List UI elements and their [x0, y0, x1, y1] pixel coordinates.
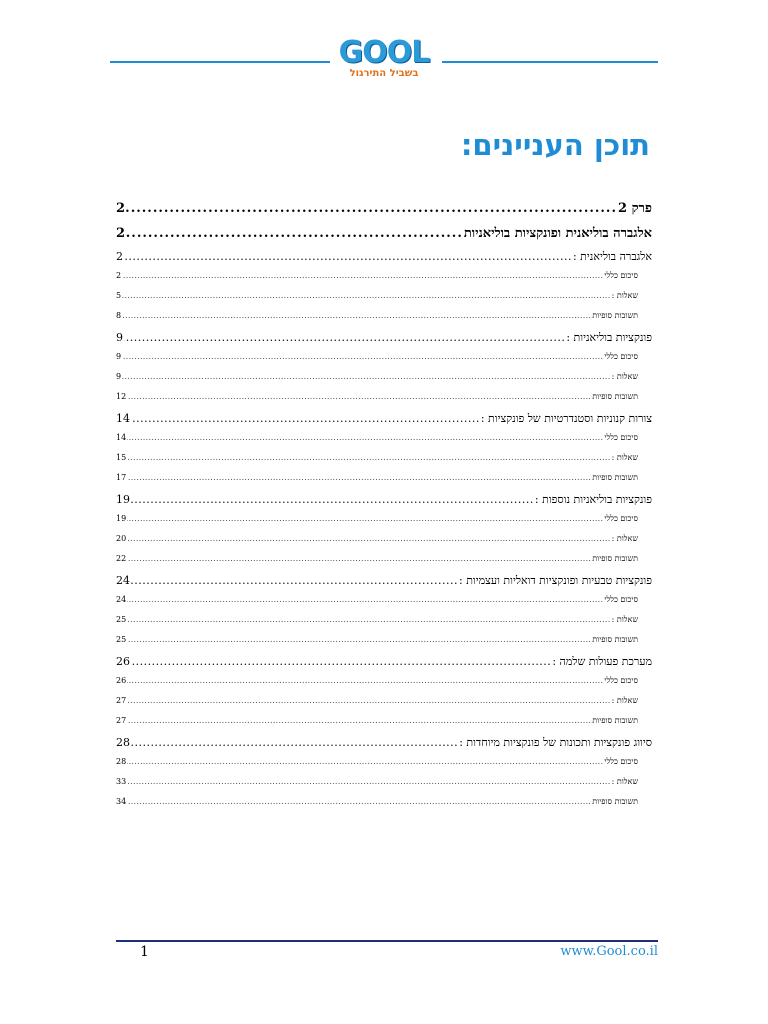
toc-dot-leader — [127, 433, 603, 442]
toc-entry-page: 9 — [116, 372, 122, 381]
toc-dot-leader — [127, 534, 610, 543]
toc-entry-sub[interactable] — [116, 797, 652, 817]
toc-entry-page: 2 — [116, 271, 122, 280]
toc-dot-leader — [131, 493, 534, 506]
toc-entry-page: 2 — [116, 201, 126, 216]
gool-logo — [338, 35, 430, 84]
toc-entry-sub[interactable] — [116, 635, 652, 655]
toc-entry-sub[interactable] — [116, 757, 652, 777]
toc-entry-page: 25 — [116, 615, 127, 624]
toc-dot-leader — [127, 473, 591, 482]
toc-entry-page: 9 — [116, 352, 122, 361]
footer-rule — [116, 940, 658, 942]
footer-url-link[interactable]: www.Gool.co.il — [560, 944, 658, 959]
toc-entry-label: סיכום כללי — [604, 757, 638, 766]
toc-dot-leader — [127, 797, 591, 806]
page-number: 1 — [140, 944, 149, 960]
toc-entry-page: 25 — [116, 635, 127, 644]
toc-entry-page: 28 — [116, 736, 130, 749]
toc-entry-label: תשובות סופיות — [592, 392, 638, 401]
toc-entry-page: 27 — [116, 716, 127, 725]
toc-entry-page: 9 — [116, 331, 123, 344]
toc-dot-leader — [127, 615, 610, 624]
toc-entry-sub[interactable] — [116, 392, 652, 412]
toc-entry-label: שאלות : — [611, 777, 638, 786]
toc-entry-page: 28 — [116, 757, 127, 766]
toc-entry-page: 5 — [116, 291, 122, 300]
toc-entry-sub[interactable] — [116, 453, 652, 473]
toc-entry-label: תשובות סופיות — [592, 797, 638, 806]
toc-entry-page: 2 — [116, 226, 126, 241]
toc-entry-label: סיכום כללי — [604, 271, 638, 280]
toc-entry-label: שאלות : — [611, 291, 638, 300]
toc-entry-label: פונקציות בוליאניות נוספות : — [534, 493, 652, 506]
toc-entry-sub[interactable] — [116, 473, 652, 493]
toc-entry-label: סיכום כללי — [604, 676, 638, 685]
toc-entry-section[interactable] — [116, 574, 652, 595]
toc-entry-label: תשובות סופיות — [592, 554, 638, 563]
toc-entry-label: שאלות : — [611, 372, 638, 381]
toc-entry-label: תשובות סופיות — [592, 635, 638, 644]
toc-entry-label: תשובות סופיות — [592, 311, 638, 320]
toc-entry-section[interactable] — [116, 655, 652, 676]
toc-entry-sub[interactable] — [116, 352, 652, 372]
toc-entry-page: 2 — [116, 250, 123, 263]
toc-dot-leader — [124, 250, 572, 263]
table-of-contents — [116, 200, 652, 817]
toc-dot-leader — [127, 696, 610, 705]
toc-entry-label: סיכום כללי — [604, 595, 638, 604]
toc-entry-page: 15 — [116, 453, 127, 462]
toc-dot-leader — [122, 352, 603, 361]
toc-entry-label: פונקציות בוליאניות : — [566, 331, 652, 344]
logo-wordmark: GOOL — [338, 35, 430, 70]
toc-entry-page: 19 — [116, 493, 130, 506]
toc-dot-leader — [127, 453, 610, 462]
toc-entry-sub[interactable] — [116, 311, 652, 331]
toc-entry-page: 17 — [116, 473, 127, 482]
toc-dot-leader — [131, 574, 458, 587]
toc-entry-section[interactable] — [116, 250, 652, 271]
toc-dot-leader — [127, 716, 591, 725]
toc-entry-label: סיכום כללי — [604, 433, 638, 442]
toc-dot-leader — [126, 201, 617, 216]
toc-entry-label: פונקציות טבעיות ופונקציות דואליות ועצמיות : — [459, 574, 652, 587]
header-rule-left — [110, 61, 330, 63]
toc-entry-page: 24 — [116, 574, 130, 587]
toc-dot-leader — [124, 331, 565, 344]
toc-entry-sub[interactable] — [116, 534, 652, 554]
toc-entry-label: שאלות : — [611, 453, 638, 462]
toc-entry-section[interactable] — [116, 331, 652, 352]
toc-entry-sub[interactable] — [116, 595, 652, 615]
toc-dot-leader — [131, 412, 480, 425]
toc-entry-label: מערכת פעולות שלמה : — [552, 655, 652, 668]
toc-entry-page: 24 — [116, 595, 127, 604]
toc-entry-label: תשובות סופיות — [592, 716, 638, 725]
toc-entry-label: שאלות : — [611, 615, 638, 624]
toc-entry-sub[interactable] — [116, 716, 652, 736]
toc-entry-label: סיכום כללי — [604, 514, 638, 523]
toc-entry-sub[interactable] — [116, 554, 652, 574]
toc-entry-label: אלגברה בוליאנית ופונקציות בוליאניות — [463, 226, 652, 241]
toc-entry-sub[interactable] — [116, 676, 652, 696]
toc-entry-label: תשובות סופיות — [592, 473, 638, 482]
toc-entry-sub[interactable] — [116, 271, 652, 291]
toc-dot-leader — [126, 226, 463, 241]
toc-entry-page: 22 — [116, 554, 127, 563]
toc-entry-label: סיווג פונקציות ותכונות של פונקציות מיוחדות : — [459, 736, 652, 749]
logo-tagline: בשביל התירגול — [349, 68, 419, 79]
toc-entry-sub[interactable] — [116, 777, 652, 797]
toc-dot-leader — [122, 291, 611, 300]
toc-entry-page: 14 — [116, 433, 127, 442]
toc-entry-sub[interactable] — [116, 291, 652, 311]
toc-entry-section[interactable] — [116, 493, 652, 514]
toc-dot-leader — [122, 372, 611, 381]
toc-dot-leader — [122, 271, 603, 280]
toc-entry-page: 14 — [116, 412, 130, 425]
toc-entry-sub[interactable] — [116, 615, 652, 635]
toc-dot-leader — [122, 311, 591, 320]
toc-entry-page: 19 — [116, 514, 127, 523]
toc-entry-page: 33 — [116, 777, 127, 786]
toc-entry-section[interactable] — [116, 736, 652, 757]
toc-entry-page: 26 — [116, 655, 130, 668]
toc-entry-section[interactable] — [116, 412, 652, 433]
toc-dot-leader — [127, 595, 603, 604]
page-title: תוכן העניינים: — [460, 128, 650, 162]
toc-entry-label: פרק 2 — [618, 201, 652, 216]
toc-entry-label: סיכום כללי — [604, 352, 638, 361]
toc-entry-chapter[interactable] — [116, 225, 652, 250]
toc-entry-page: 26 — [116, 676, 127, 685]
toc-entry-page: 8 — [116, 311, 122, 320]
toc-entry-sub[interactable] — [116, 433, 652, 453]
toc-entry-label: שאלות : — [611, 534, 638, 543]
toc-entry-sub[interactable] — [116, 514, 652, 534]
toc-dot-leader — [127, 676, 603, 685]
toc-entry-page: 20 — [116, 534, 127, 543]
toc-dot-leader — [127, 554, 591, 563]
toc-entry-page: 34 — [116, 797, 127, 806]
toc-entry-page: 27 — [116, 696, 127, 705]
toc-entry-label: שאלות : — [611, 696, 638, 705]
toc-entry-page: 12 — [116, 392, 127, 401]
toc-dot-leader — [127, 514, 603, 523]
toc-entry-sub[interactable] — [116, 372, 652, 392]
header-rule-right — [442, 61, 658, 63]
toc-dot-leader — [131, 655, 551, 668]
toc-entry-sub[interactable] — [116, 696, 652, 716]
toc-dot-leader — [127, 392, 591, 401]
toc-entry-label: אלגברה בוליאנית : — [572, 250, 652, 263]
toc-entry-label: צורות קנוניות וסטנדרטיות של פונקציות : — [480, 412, 652, 425]
toc-dot-leader — [127, 757, 603, 766]
toc-entry-chapter[interactable] — [116, 200, 652, 225]
toc-dot-leader — [127, 777, 610, 786]
toc-dot-leader — [127, 635, 591, 644]
toc-dot-leader — [131, 736, 458, 749]
